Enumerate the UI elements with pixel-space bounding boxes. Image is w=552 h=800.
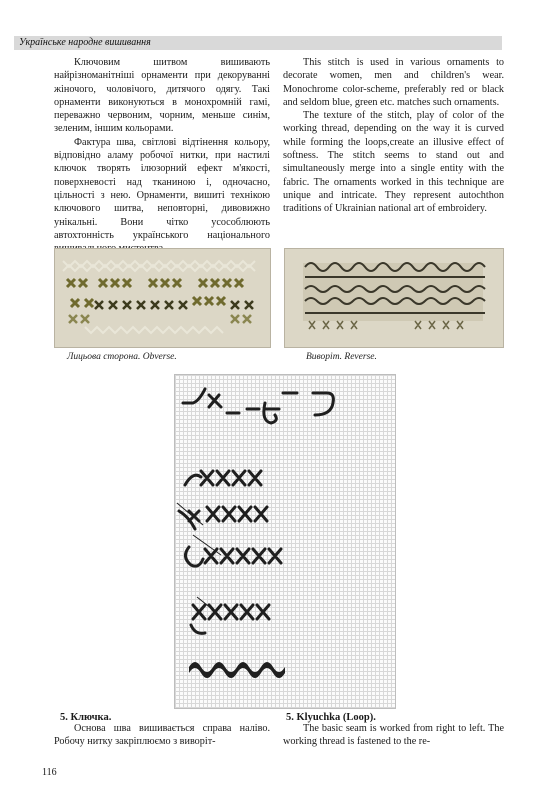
loop-stitch-diagram-illustration <box>175 375 395 708</box>
stitch-diagram <box>174 374 396 709</box>
paragraph-en-2: The texture of the stitch, play of color of the working thread, depending on the way it is curved while forming the loops,create an illusive effect of softness. The stitch seems to stand out and simultaneously merge into a single entity with the fabric. The ornaments worked in this technique are unique and intricate. They represent autochthon traditions of Ukrainian national art of embroidery. <box>283 110 504 215</box>
page-number: 116 <box>42 767 57 778</box>
section-body-uk <box>54 722 270 749</box>
paragraph-en-1: This stitch is used in various ornaments to decorate women, men and children's wear. Monochrome color-scheme, preferably red or black and seldom blue, green etc. matches such ornaments. <box>283 57 504 108</box>
section-body-en-text: The basic seam is worked from right to left. The working thread is fastened to the re- <box>283 723 504 748</box>
section-title-en: 5. Klyuchka (Loop). <box>286 712 376 723</box>
caption-obverse: Лицьова сторона. Obverse. <box>67 352 177 362</box>
embroidery-photo-obverse <box>54 248 271 348</box>
reverse-stitch-image <box>285 249 503 347</box>
paragraph-uk-2: Фактура шва, світлові відтінення кольору, відповідно аламу робочої нитки, при настилі ключок творять ілюзорний ефект м'якості, поверхневості над тканиною і, одночасно, цільності з нею. Орнаменти, вишиті технікою ключового шитва, неповторні, дивовижно унікальні. Вони чітко усособлюють автохтонність українського національного <box>54 136 270 241</box>
running-header <box>14 36 502 50</box>
header-title: Українське народне вишивання <box>19 37 151 48</box>
text-column-ukrainian <box>54 56 270 255</box>
embroidery-photo-reverse <box>284 248 504 348</box>
caption-reverse: Виворіт. Reverse. <box>306 352 377 362</box>
section-body-en <box>283 722 504 749</box>
section-body-uk-text: Основа шва вишивається справа наліво. Робочу нитку закріплюємо з виворіт- <box>54 723 270 748</box>
obverse-stitch-image <box>55 249 270 347</box>
text-column-english <box>283 56 504 216</box>
section-title-uk: 5. Ключка. <box>60 712 112 723</box>
paragraph-uk-1: Ключовим шитвом вишивають найрізноманітніші орнаменти при декоруванні жіночого, чоловічого, дитячого одягу. Такі орнаменти виконуються в монохромній гамі, переважно червоним, чорним, меньше синім, зеленим, іншим кольорами. <box>54 57 270 135</box>
